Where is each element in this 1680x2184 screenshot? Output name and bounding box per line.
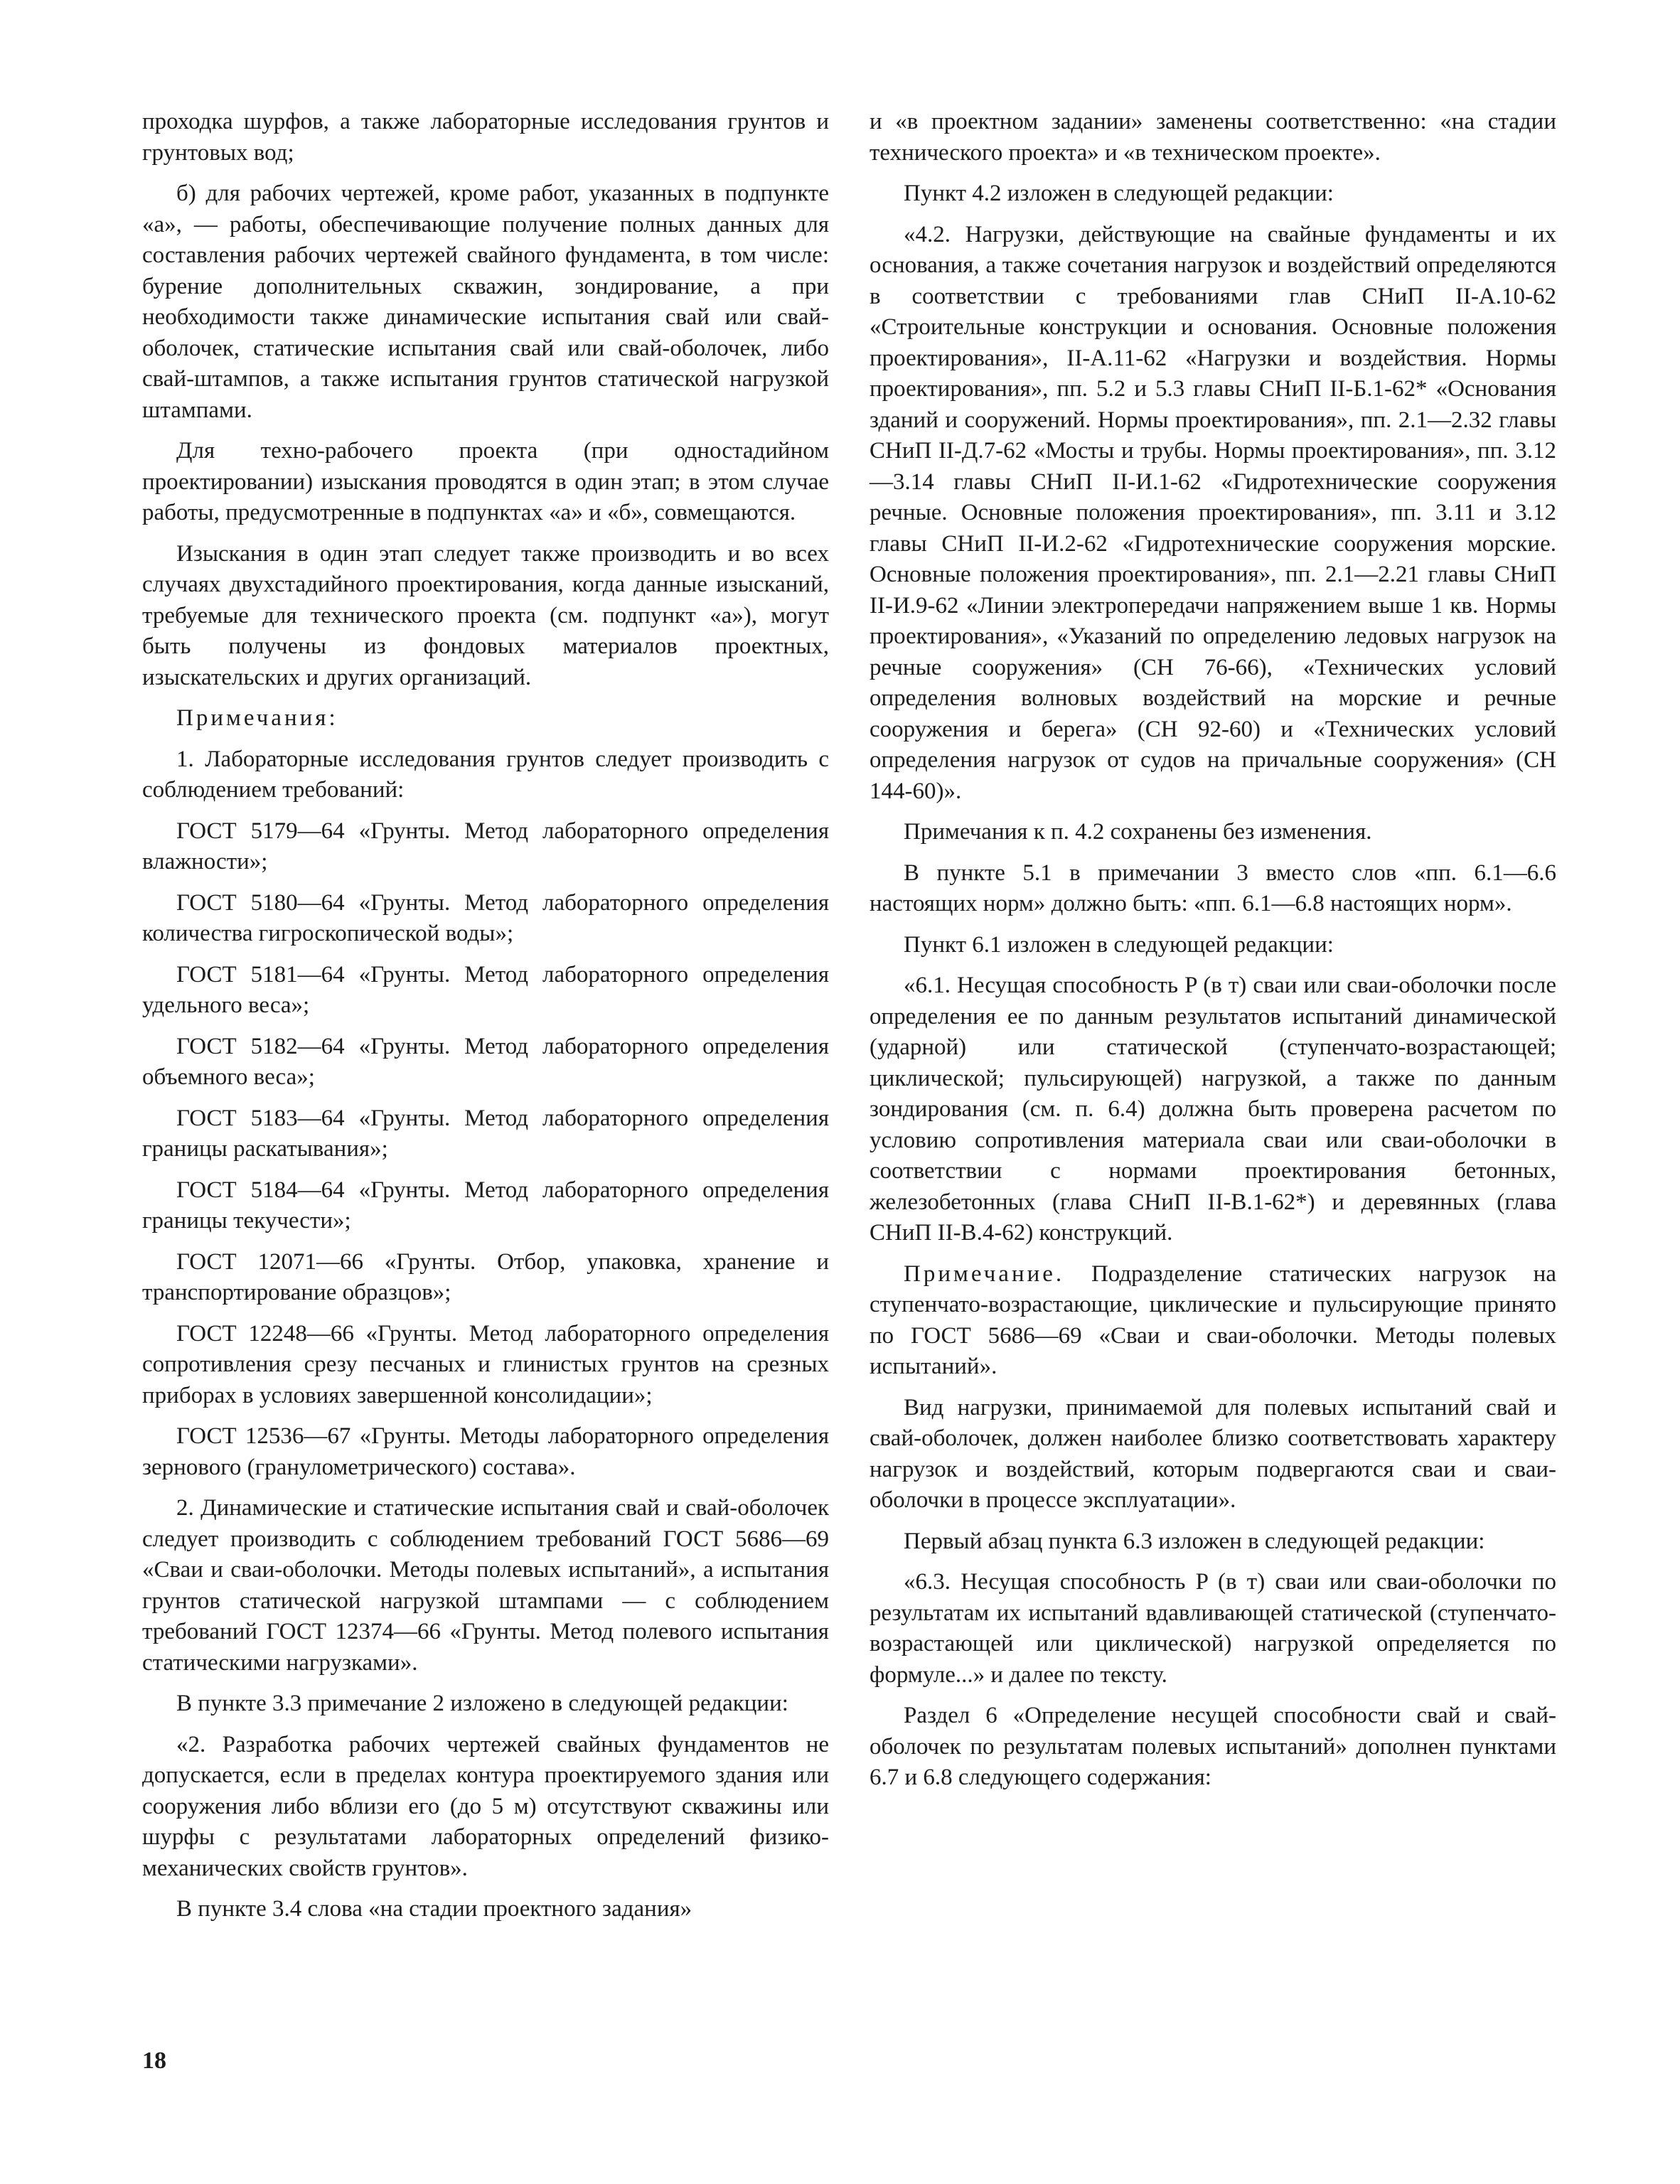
- paragraph: б) для рабочих чертежей, кроме работ, указанных в подпункте «а», — работы, обеспечивающие получение полных данных для составления рабочих чертежей свайного фундамента, в том числе: бурение дополнительных скважин, зондирование, а при необходимости также динамические испытания свай или свай-оболочек, статические испытания свай или свай-оболочек, либо свай-штампов, а также испытания грунтов статической нагрузкой штампами.: [142, 181, 829, 423]
- paragraph: «4.2. Нагрузки, действующие на свайные фундаменты и их основания, а также сочетания нагрузок и воздействий определяются в соответствии с требованиями глав СНиП II-А.10-62 «Строительные конструкции и основания. Основные положения проектирования», II-А.11-62 «Нагрузки и воздействия. Нормы проектирования», пп. 5.2 и 5.3 главы СНиП II-Б.1-62* «Основания зданий и сооружений. Нормы проектирования», пп. 2.1—2.32 главы СНиП II-Д.7-62 «Мосты и трубы. Нормы проектирования», пп. 3.12—3.14 главы СНиП II-И.1-62 «Гидротехнические сооружения речные. Основные положения проектирования», пп. 3.11 и 3.12 главы СНиП II-И.2-62 «Гидротехнические сооружения морские. Основные положения проектирования», пп. 2.1—2.21 главы СНиП II-И.9-62 «Линии электропередачи напряжением выше 1 кв. Нормы проектирования», «Указаний по определению ледовых нагрузок на речные сооружения» (СН 76-66), «Технических условий определения волновых воздействий на морские и речные сооружения и берега» (СН 92-60) и «Технических условий определения нагрузок от судов на причальные сооружения» (СН 144-60)».: [870, 221, 1556, 804]
- gost-item: ГОСТ 12071—66 «Грунты. Отбор, упаковка, хранение и транспортирование образцов»;: [142, 1248, 829, 1305]
- note-item: 2. Динамические и статические испытания свай и свай-оболочек следует производить с соблюдением требований ГОСТ 5686—69 «Сваи и сваи-оболочки. Методы полевых испытаний», а испытания грунтов статической нагрузкой штампами — с соблюдением требований ГОСТ 12374—66 «Грунты. Метод полевого испытания статическими нагрузками».: [142, 1495, 829, 1676]
- paragraph: Первый абзац пункта 6.3 изложен в следующей редакции:: [904, 1528, 1485, 1554]
- paragraph: Изыскания в один этап следует также производить и во всех случаях двухстадийного проектирования, когда данные изысканий, требуемые для технического проекта (см. подпункт «а»), могут быть получены из фондовых материалов проектных, изыскательских и других организаций.: [142, 540, 829, 690]
- paragraph: Примечания к п. 4.2 сохранены без изменения.: [904, 819, 1372, 845]
- paragraph: «6.1. Несущая способность P (в т) сваи или сваи-оболочки после определения ее по данным результатов испытаний динамической (ударной) или статической (ступенчато-возрастающей; циклической; пульсирующей) нагрузкой, а также по данным зондирования (см. п. 6.4) должна быть проверена расчетом по условию сопротивления материала сваи или сваи-оболочки в соответствии с нормами проектирования бетонных, железобетонных (глава СНиП II-В.1-62*) и деревянных (глава СНиП II-В.4-62) конструкций.: [870, 973, 1556, 1246]
- paragraph: «2. Разработка рабочих чертежей свайных фундаментов не допускается, если в пределах контура проектируемого здания или сооружения либо вблизи его (до 5 м) отсутствуют скважины или шурфы с результатами лабораторных определений физико-механических свойств грунтов».: [142, 1731, 829, 1881]
- gost-item: ГОСТ 5182—64 «Грунты. Метод лабораторного определения объемного веса»;: [142, 1033, 829, 1090]
- note-text: Подразделение статических нагрузок на ступенчато-возрастающие, циклические и пульсирующие принято по ГОСТ 5686—69 «Сваи и сваи-оболочки. Методы полевых испытаний».: [870, 1260, 1556, 1379]
- gost-item: ГОСТ 12248—66 «Грунты. Метод лабораторного определения сопротивления срезу песчаных и глинистых грунтов на срезных приборах в условиях завершенной консолидации»;: [142, 1320, 829, 1408]
- paragraph: проходка шурфов, а также лабораторные исследования грунтов и грунтовых вод;: [142, 109, 829, 166]
- paragraph: В пункте 3.3 примечание 2 изложено в следующей редакции:: [176, 1691, 788, 1716]
- paragraph: Пункт 6.1 изложен в следующей редакции:: [904, 931, 1334, 958]
- left-column: [142, 107, 829, 1935]
- paragraph: В пункте 5.1 в примечании 3 вместо слов «пп. 6.1—6.6 настоящих норм» должно быть: «пп. 6.1—6.8 настоящих норм».: [870, 860, 1556, 916]
- gost-item: ГОСТ 5180—64 «Грунты. Метод лабораторного определения количества гигроскопической воды»;: [142, 889, 829, 946]
- paragraph: и «в проектном задании» заменены соответственно: «на стадии технического проекта» и «в техническом проекте».: [870, 109, 1556, 166]
- gost-item: ГОСТ 5179—64 «Грунты. Метод лабораторного определения влажности»;: [142, 818, 829, 874]
- note-item: 1. Лабораторные исследования грунтов следует производить с соблюдением требований:: [142, 746, 829, 803]
- note-paragraph: [870, 1259, 1556, 1383]
- paragraph: Пункт 4.2 изложен в следующей редакции:: [904, 181, 1334, 206]
- paragraph: В пункте 3.4 слова «на стадии проектного задания»: [176, 1896, 692, 1922]
- gost-item: ГОСТ 5183—64 «Грунты. Метод лабораторного определения границы раскатывания»;: [142, 1105, 829, 1162]
- gost-item: ГОСТ 5184—64 «Грунты. Метод лабораторного определения границы текучести»;: [142, 1177, 829, 1233]
- paragraph: Раздел 6 «Определение несущей способности свай и свай-оболочек по результатам полевых испытаний» дополнен пунктами 6.7 и 6.8 следующего содержания:: [870, 1703, 1556, 1790]
- paragraph: Вид нагрузки, принимаемой для полевых испытаний свай и свай-оболочек, должен наиболее близко соответствовать характеру нагрузок и воздействий, которым подвергаются сваи и сваи-оболочки в процессе эксплуатации».: [870, 1394, 1556, 1513]
- page-number: 18: [142, 2048, 166, 2074]
- paragraph: Для техно-рабочего проекта (при одностадийном проектировании) изыскания проводятся в один этап; в этом случае работы, предусмотренные в подпунктах «а» и «б», совмещаются.: [142, 438, 829, 525]
- notes-heading: Примечания:: [176, 705, 338, 731]
- paragraph: «6.3. Несущая способность P (в т) сваи или сваи-оболочки по результатам их испытаний вдавливающей статической (ступенчато-возрастающей или циклической) нагрузкой определяется по формуле...» и далее по тексту.: [870, 1569, 1556, 1688]
- gost-item: ГОСТ 12536—67 «Грунты. Методы лабораторного определения зернового (гранулометрического) состава».: [142, 1423, 829, 1480]
- right-column: [870, 107, 1556, 1804]
- note-label: Примечание.: [904, 1260, 1065, 1287]
- gost-item: ГОСТ 5181—64 «Грунты. Метод лабораторного определения удельного веса»;: [142, 961, 829, 1018]
